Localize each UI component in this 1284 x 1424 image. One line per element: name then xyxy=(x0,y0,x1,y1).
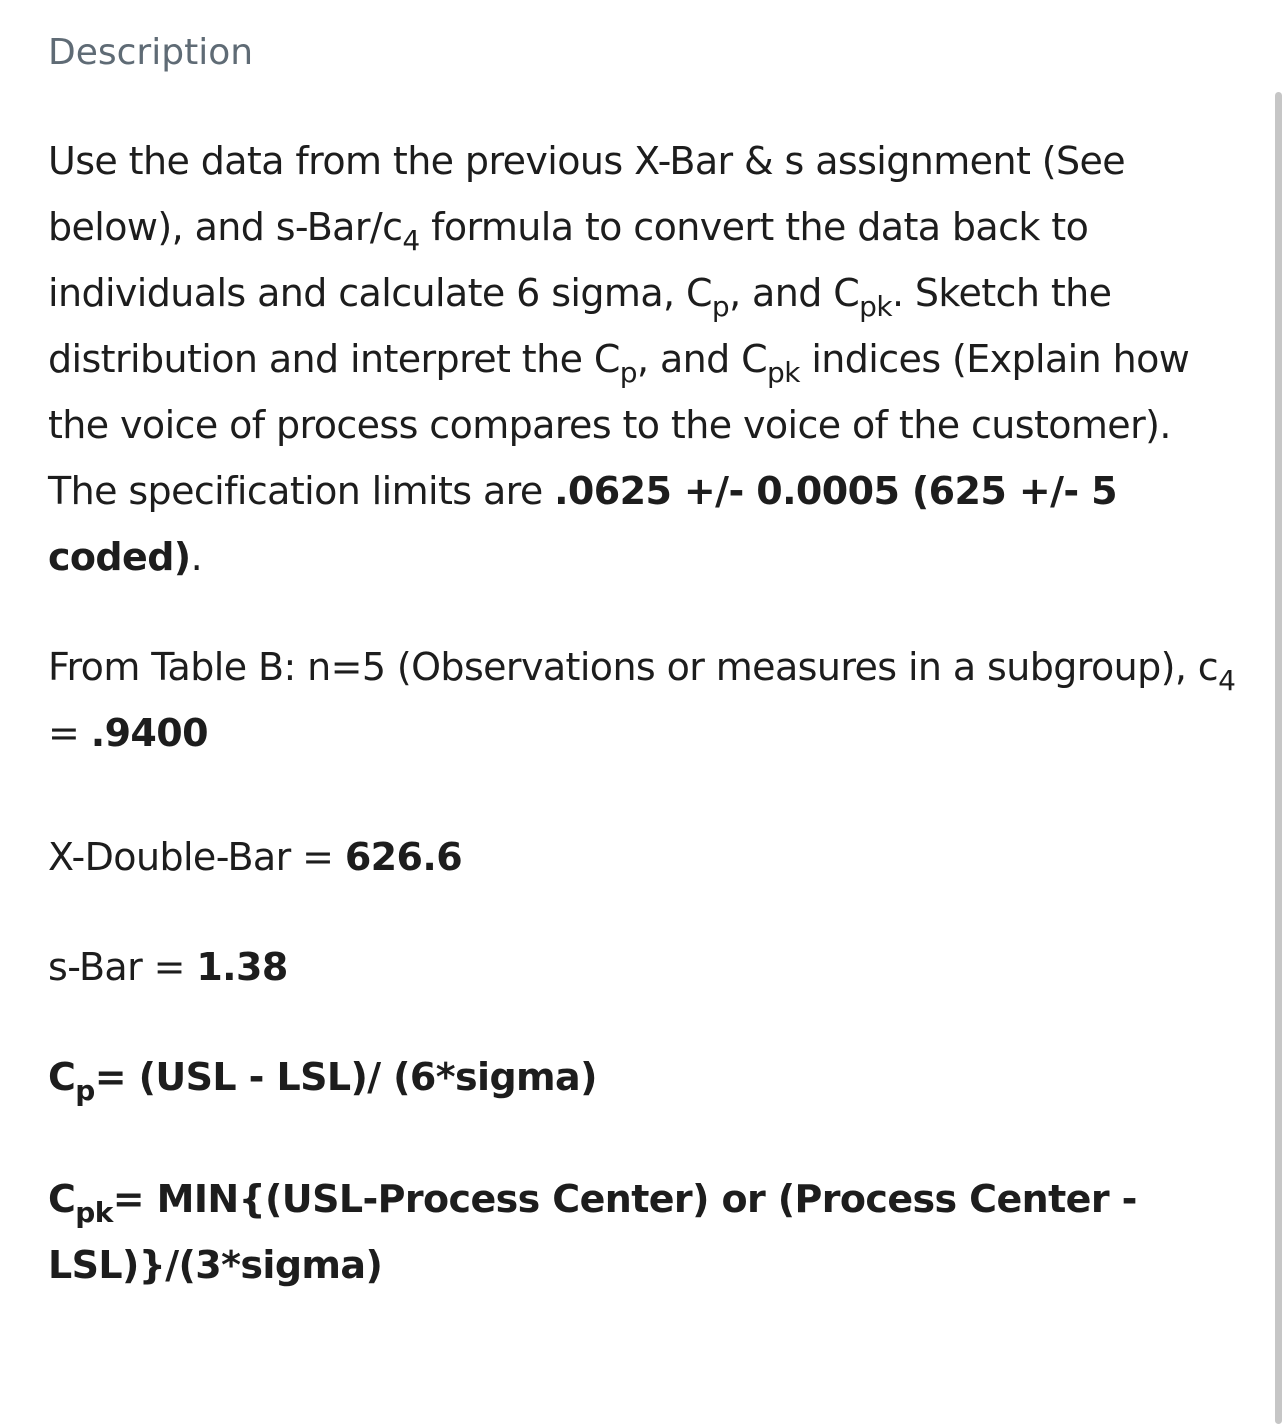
cpk-subscript-2: pk xyxy=(767,356,800,389)
instructions-text-a: Use the data from the previous X-Bar & s assignment (See below), and s-Bar/c xyxy=(48,139,1126,249)
instructions-text-f: indices (Explain how the voice of process compares to the voice of the customer). The specification limits are xyxy=(48,337,1190,513)
cp-formula xyxy=(48,1044,1248,1110)
instructions-text-d: . Sketch the distribution and interpret the C xyxy=(48,271,1112,381)
x-double-bar-label: X-Double-Bar = xyxy=(48,835,345,879)
cpk-subscript: pk xyxy=(859,290,892,323)
c4-equals: = xyxy=(48,711,91,755)
specification-limits: .0625 +/- 0.0005 (625 +/- 5 coded) xyxy=(48,469,1117,579)
s-bar-line xyxy=(48,934,1248,1000)
cpk-formula xyxy=(48,1166,1248,1298)
instructions-text-b: formula to convert the data back to individuals and calculate 6 sigma, C xyxy=(48,205,1089,315)
x-double-bar-line xyxy=(48,824,1248,890)
cp-subscript-2: p xyxy=(619,356,637,389)
table-b-paragraph xyxy=(48,634,1248,766)
c4-subscript-2: 4 xyxy=(1218,664,1236,697)
cpk-formula-lead: C xyxy=(48,1177,76,1221)
instructions-paragraph xyxy=(48,128,1248,590)
c4-value: .9400 xyxy=(90,711,208,755)
table-b-text: From Table B: n=5 (Observations or measures in a subgroup), c xyxy=(48,645,1219,689)
description-body xyxy=(48,128,1248,1298)
scrollbar-thumb[interactable] xyxy=(1275,92,1282,1424)
description-heading: Description xyxy=(48,32,254,73)
cpk-formula-subscript: pk xyxy=(75,1196,113,1229)
s-bar-label: s-Bar = xyxy=(48,945,197,989)
s-bar-value: 1.38 xyxy=(196,945,288,989)
cpk-formula-text: = MIN{(USL-Process Center) or (Process Center - LSL)}/(3*sigma) xyxy=(48,1177,1137,1287)
instructions-text-e: , and C xyxy=(636,337,768,381)
cp-formula-lead: C xyxy=(48,1055,76,1099)
c4-subscript: 4 xyxy=(402,224,420,257)
cp-formula-text: = (USL - LSL)/ (6*sigma) xyxy=(94,1055,597,1099)
instructions-text-g: . xyxy=(190,535,203,579)
cp-subscript: p xyxy=(711,290,730,323)
cp-formula-subscript: p xyxy=(75,1074,95,1107)
x-double-bar-value: 626.6 xyxy=(344,835,463,879)
instructions-text-c: , and C xyxy=(729,271,860,315)
